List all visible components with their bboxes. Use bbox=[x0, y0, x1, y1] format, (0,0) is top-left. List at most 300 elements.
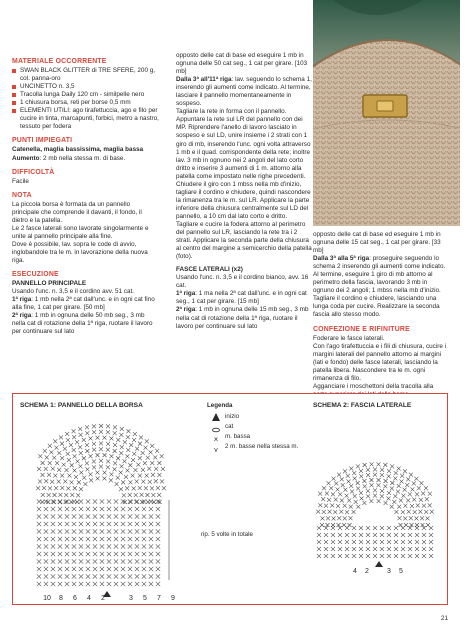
stitch-mark bbox=[412, 481, 416, 485]
stitch-mark bbox=[151, 493, 155, 497]
stitch-mark bbox=[324, 533, 328, 537]
stitch-mark bbox=[149, 582, 153, 586]
stitch-mark bbox=[93, 544, 97, 548]
stitch-mark bbox=[65, 544, 69, 548]
stitch-mark bbox=[149, 574, 153, 578]
stitch-mark bbox=[353, 476, 357, 480]
stitch-mark bbox=[86, 507, 90, 511]
stitch-mark bbox=[126, 435, 130, 439]
stitch-mark bbox=[331, 554, 335, 558]
bag-photo bbox=[313, 0, 460, 226]
stitch-mark bbox=[329, 486, 333, 490]
stitch-mark bbox=[72, 574, 76, 578]
row-number: 3 bbox=[387, 568, 391, 575]
stitch-mark bbox=[44, 529, 48, 533]
stitch-mark bbox=[128, 522, 132, 526]
stitch-mark bbox=[141, 468, 145, 472]
stitch-mark bbox=[408, 533, 412, 537]
stitch-mark bbox=[415, 554, 419, 558]
stitch-mark bbox=[422, 547, 426, 551]
stitch-mark bbox=[119, 487, 123, 491]
stitch-mark bbox=[327, 481, 331, 485]
stitch-mark bbox=[69, 500, 73, 504]
stitch-mark bbox=[132, 486, 136, 490]
stitch-mark bbox=[129, 443, 133, 447]
stitch-mark bbox=[343, 469, 347, 473]
stitch-mark bbox=[54, 446, 58, 450]
row-text: : 1 ma nella 2ª cat dall'unc. e in ogni cat seg., 1 cat per girare. [15 mb] bbox=[176, 290, 307, 306]
stitch-mark bbox=[121, 529, 125, 533]
stitch-mark bbox=[86, 537, 90, 541]
stitch-mark bbox=[85, 461, 89, 465]
stitch-mark bbox=[352, 540, 356, 544]
stitch-mark bbox=[58, 500, 62, 504]
schema2-chart bbox=[309, 416, 445, 581]
stitch-mark bbox=[75, 440, 79, 444]
stitch-mark bbox=[407, 510, 411, 514]
stitch-mark bbox=[347, 498, 351, 502]
single-crochet-icon: × bbox=[213, 435, 219, 444]
stitch-mark bbox=[99, 459, 103, 463]
stitch-mark bbox=[114, 507, 118, 511]
stitch-mark bbox=[413, 510, 417, 514]
stitch-mark bbox=[58, 559, 62, 563]
stitch-mark bbox=[70, 493, 74, 497]
stitch-mark bbox=[107, 514, 111, 518]
stitch-mark bbox=[53, 493, 57, 497]
stitch-mark bbox=[65, 507, 69, 511]
stitch-mark bbox=[156, 559, 160, 563]
stitch-mark bbox=[156, 537, 160, 541]
stitch-mark bbox=[327, 498, 331, 502]
stitch-mark bbox=[135, 574, 139, 578]
instruction-paragraph: Agganciare i moschettoni della tracolla alla bbox=[313, 382, 434, 390]
stitch-mark bbox=[332, 516, 336, 520]
stitch-mark bbox=[156, 529, 160, 533]
stitch-mark bbox=[325, 491, 329, 495]
stitch-mark bbox=[96, 476, 100, 480]
stitch-mark bbox=[63, 479, 67, 483]
stitch-mark bbox=[138, 456, 142, 460]
stitch-mark bbox=[75, 500, 79, 504]
stitch-mark bbox=[401, 547, 405, 551]
stitch-mark bbox=[82, 438, 86, 442]
stitch-mark bbox=[107, 499, 111, 503]
stitch-mark bbox=[114, 529, 118, 533]
stitch-mark bbox=[55, 461, 59, 465]
stitch-mark bbox=[65, 582, 69, 586]
stitch-mark bbox=[106, 465, 110, 469]
stitch-mark bbox=[131, 474, 135, 478]
stitch-mark bbox=[152, 500, 156, 504]
stitch-mark bbox=[359, 554, 363, 558]
stitch-mark bbox=[330, 503, 334, 507]
stitch-mark bbox=[126, 448, 130, 452]
stitch-mark bbox=[422, 554, 426, 558]
stitch-mark bbox=[93, 552, 97, 556]
stitch-mark bbox=[394, 540, 398, 544]
stitch-mark bbox=[150, 461, 154, 465]
stitch-mark bbox=[369, 499, 373, 503]
column-instructions bbox=[176, 52, 313, 331]
stitch-mark bbox=[333, 510, 337, 514]
stitch-mark bbox=[37, 567, 41, 571]
stitch-mark bbox=[123, 459, 127, 463]
stitch-mark bbox=[386, 496, 390, 500]
stitch-mark bbox=[120, 445, 124, 449]
stitch-mark bbox=[343, 504, 347, 508]
stitch-mark bbox=[336, 504, 340, 508]
stitch-mark bbox=[390, 505, 394, 509]
stitch-mark bbox=[114, 552, 118, 556]
schema1-title: SCHEMA 1: PANNELLO DELLA BORSA bbox=[20, 402, 143, 409]
stitch-mark bbox=[86, 574, 90, 578]
stitch-mark bbox=[356, 505, 360, 509]
stitch-mark bbox=[142, 507, 146, 511]
stitch-mark bbox=[72, 507, 76, 511]
stitch-mark bbox=[73, 486, 77, 490]
stitch-mark bbox=[150, 444, 154, 448]
stitch-mark bbox=[149, 514, 153, 518]
stitch-mark bbox=[79, 567, 83, 571]
stitch-mark bbox=[86, 567, 90, 571]
legend-label-increase: 2 m. basse nella stessa m. bbox=[225, 443, 299, 450]
stitch-mark bbox=[93, 514, 97, 518]
stitch-mark bbox=[92, 424, 96, 428]
stitch-mark bbox=[142, 514, 146, 518]
stitch-mark bbox=[156, 486, 160, 490]
stitch-mark bbox=[72, 522, 76, 526]
stitch-mark bbox=[41, 461, 45, 465]
stitch-mark bbox=[359, 491, 363, 495]
stitch-mark bbox=[114, 514, 118, 518]
stitch-mark bbox=[107, 574, 111, 578]
stitch-mark bbox=[89, 436, 93, 440]
stitch-mark bbox=[76, 493, 80, 497]
stitch-mark bbox=[64, 500, 68, 504]
stitch-mark bbox=[60, 442, 64, 446]
stitch-mark bbox=[161, 467, 165, 471]
stitch-mark bbox=[44, 574, 48, 578]
stitch-mark bbox=[422, 504, 426, 508]
stitch-mark bbox=[346, 474, 350, 478]
stitch-mark bbox=[106, 430, 110, 434]
stitch-mark bbox=[412, 498, 416, 502]
stitch-mark bbox=[135, 567, 139, 571]
stitch-mark bbox=[114, 582, 118, 586]
stitch-mark bbox=[82, 456, 86, 460]
stitch-mark bbox=[109, 454, 113, 458]
stitch-mark bbox=[424, 510, 428, 514]
stitch-mark bbox=[113, 443, 117, 447]
stitch-mark bbox=[86, 529, 90, 533]
stitch-mark bbox=[66, 452, 70, 456]
stitch-mark bbox=[373, 488, 377, 492]
instruction-paragraph: opposto delle cat di base ed eseguire 1 mb in ognuna delle 15 cat seg., 1 cat per girare. [33 mb] bbox=[313, 231, 441, 255]
stitch-mark bbox=[113, 431, 117, 435]
stitch-mark bbox=[424, 486, 428, 490]
page-number: 21 bbox=[440, 615, 448, 622]
stitch-mark bbox=[406, 477, 410, 481]
stitch-mark bbox=[51, 507, 55, 511]
stitch-mark bbox=[128, 567, 132, 571]
repeat-note: rip. 5 volte in totale bbox=[201, 531, 253, 538]
stitch-mark bbox=[401, 533, 405, 537]
stitch-mark bbox=[363, 463, 367, 467]
row-number: 7 bbox=[157, 595, 161, 601]
stitch-mark bbox=[380, 540, 384, 544]
stitch-mark bbox=[134, 493, 138, 497]
materials-heading: MATERIALE OCCORRENTE bbox=[12, 58, 107, 65]
stitch-mark bbox=[93, 529, 97, 533]
stitch-mark bbox=[316, 510, 320, 514]
stitch-mark bbox=[373, 533, 377, 537]
stitch-mark bbox=[160, 479, 164, 483]
stitch-mark bbox=[36, 486, 40, 490]
stitch-mark bbox=[65, 522, 69, 526]
stitch-mark bbox=[99, 424, 103, 428]
stitch-mark bbox=[65, 514, 69, 518]
stitch-mark bbox=[408, 540, 412, 544]
stitch-mark bbox=[119, 451, 123, 455]
stitch-mark bbox=[60, 456, 64, 460]
stitch-mark bbox=[380, 533, 384, 537]
stitch-mark bbox=[44, 559, 48, 563]
stitch-mark bbox=[322, 486, 326, 490]
stitch-mark bbox=[121, 559, 125, 563]
stitch-mark bbox=[79, 529, 83, 533]
row-label: 1ª riga bbox=[176, 290, 196, 298]
stitch-mark bbox=[99, 447, 103, 451]
stitch-mark bbox=[149, 522, 153, 526]
stitch-mark bbox=[85, 449, 89, 453]
stitch-mark bbox=[128, 537, 132, 541]
stitch-mark bbox=[415, 547, 419, 551]
stitches-heading: PUNTI IMPIEGATI bbox=[12, 137, 73, 145]
stitch-mark bbox=[318, 492, 322, 496]
stitch-mark bbox=[339, 510, 343, 514]
stitch-mark bbox=[390, 464, 394, 468]
stitch-mark bbox=[380, 468, 384, 472]
stitch-mark bbox=[100, 529, 104, 533]
stitch-mark bbox=[149, 559, 153, 563]
instruction-paragraph: Con l'ago tirafettuccia e i fili di chiusura, cucire i margini laterali del pannello attorno ai margini (lati e fondo) delle fasce laterali, lasciando la patella libera. Nascondere tra le m. ogni rimanenza di filo. bbox=[313, 342, 447, 382]
stitch-mark bbox=[156, 544, 160, 548]
stitch-mark bbox=[149, 544, 153, 548]
stitch-mark bbox=[410, 504, 414, 508]
stitch-mark bbox=[123, 440, 127, 444]
stitch-mark bbox=[340, 498, 344, 502]
stitch-mark bbox=[334, 481, 338, 485]
stitch-mark bbox=[394, 510, 398, 514]
stitch-mark bbox=[89, 472, 93, 476]
stitch-mark bbox=[103, 471, 107, 475]
stitch-mark bbox=[37, 559, 41, 563]
stitch-mark bbox=[345, 494, 349, 498]
stitch-mark bbox=[426, 516, 430, 520]
row-number: 3 bbox=[129, 595, 133, 601]
stitch-mark bbox=[324, 540, 328, 544]
stitch-mark bbox=[114, 559, 118, 563]
stitch-mark bbox=[44, 552, 48, 556]
stitch-mark bbox=[119, 433, 123, 437]
side-panels-subheading: FASCE LATERALI (x2) bbox=[176, 266, 243, 274]
stitch-mark bbox=[51, 574, 55, 578]
stitch-mark bbox=[400, 479, 404, 483]
stitch-mark bbox=[100, 559, 104, 563]
stitch-mark bbox=[145, 493, 149, 497]
stitch-mark bbox=[366, 526, 370, 530]
stitch-mark bbox=[336, 487, 340, 491]
stitch-mark bbox=[394, 471, 398, 475]
stitch-mark bbox=[125, 468, 129, 472]
stitch-mark bbox=[45, 455, 49, 459]
stitch-mark bbox=[93, 499, 97, 503]
stitch-mark bbox=[408, 547, 412, 551]
stitch-mark bbox=[338, 547, 342, 551]
stitch-mark bbox=[128, 582, 132, 586]
stitch-mark bbox=[72, 544, 76, 548]
material-item: ELEMENTI UTILI: ago tirafettuccia, ago e filo per cucire in tinta, marcapunti, forbici, metro a nastro, tessuto per fodera bbox=[12, 107, 159, 131]
material-item: Tracolla lunga Daily 120 cm - similpelle nero bbox=[12, 91, 159, 99]
stitch-mark bbox=[41, 493, 45, 497]
stitch-mark bbox=[85, 443, 89, 447]
stitch-mark bbox=[86, 522, 90, 526]
stitch-mark bbox=[86, 559, 90, 563]
stitch-mark bbox=[356, 464, 360, 468]
stitch-mark bbox=[51, 467, 55, 471]
stitch-mark bbox=[86, 499, 90, 503]
stitch-mark bbox=[107, 544, 111, 548]
stitch-mark bbox=[425, 497, 429, 501]
stitch-mark bbox=[50, 480, 54, 484]
stitch-mark bbox=[400, 474, 404, 478]
stitch-mark bbox=[153, 455, 157, 459]
stitch-mark bbox=[394, 554, 398, 558]
stitch-mark bbox=[64, 493, 68, 497]
start-marker bbox=[375, 561, 383, 567]
stitch-mark bbox=[79, 559, 83, 563]
difficulty-heading: DIFFICOLTÀ bbox=[12, 168, 55, 176]
stitch-mark bbox=[70, 463, 74, 467]
stitch-mark bbox=[156, 507, 160, 511]
stitch-mark bbox=[86, 582, 90, 586]
stitches-text: Catenella, maglia bassissima, maglia bassa bbox=[12, 146, 144, 154]
stitch-mark bbox=[135, 537, 139, 541]
stitch-mark bbox=[51, 537, 55, 541]
stitch-mark bbox=[107, 567, 111, 571]
stitch-mark bbox=[77, 480, 81, 484]
finishing-heading: CONFEZIONE E RIFINITURE bbox=[313, 325, 410, 333]
row-number: 5 bbox=[143, 595, 147, 601]
stitch-mark bbox=[324, 504, 328, 508]
stitch-mark bbox=[331, 533, 335, 537]
stitch-mark bbox=[37, 529, 41, 533]
stitch-mark bbox=[86, 544, 90, 548]
stitch-mark bbox=[380, 473, 384, 477]
stitch-mark bbox=[124, 475, 128, 479]
stitch-mark bbox=[113, 461, 117, 465]
stitch-mark bbox=[149, 567, 153, 571]
stitch-mark bbox=[384, 479, 388, 483]
stitch-mark bbox=[58, 567, 62, 571]
stitch-mark bbox=[119, 471, 123, 475]
stitch-mark bbox=[144, 486, 148, 490]
stitch-mark bbox=[73, 468, 77, 472]
difficulty-value: Facile bbox=[12, 177, 29, 185]
stitch-mark bbox=[422, 533, 426, 537]
stitch-mark bbox=[145, 474, 149, 478]
stitch-mark bbox=[107, 552, 111, 556]
stitch-mark bbox=[51, 552, 55, 556]
stitch-mark bbox=[135, 544, 139, 548]
stitch-mark bbox=[122, 493, 126, 497]
stitch-mark bbox=[52, 456, 56, 460]
stitch-mark bbox=[79, 471, 83, 475]
stitch-mark bbox=[347, 479, 351, 483]
stitch-mark bbox=[142, 567, 146, 571]
stitch-mark bbox=[106, 424, 110, 428]
stitch-mark bbox=[37, 582, 41, 586]
stitch-mark bbox=[53, 474, 57, 478]
stitch-mark bbox=[121, 574, 125, 578]
stitch-mark bbox=[143, 461, 147, 465]
stitch-mark bbox=[403, 488, 407, 492]
stitch-mark bbox=[135, 522, 139, 526]
stitch-mark bbox=[72, 559, 76, 563]
stitch-mark bbox=[403, 516, 407, 520]
stitch-mark bbox=[393, 494, 397, 498]
stitch-mark bbox=[125, 486, 129, 490]
stitch-mark bbox=[349, 484, 353, 488]
stitch-mark bbox=[58, 522, 62, 526]
material-item: SWAN BLACK GLITTER di TRE SFERE, 200 g, col. panna-oro bbox=[12, 67, 159, 83]
instruction-paragraph: Tagliare e cucire la fodera attorno al perimetro del pannello sul LR, lasciando la rete tra i 2 strati. Applicare la seconda parte della chiusura al centro del margine a semicerchio della patella (foto). bbox=[176, 220, 312, 261]
stitch-mark bbox=[350, 490, 354, 494]
instruction-paragraph: Tagliare la rete in forma con il pannello. Appuntare la rete sul LR del pannello con dei MP. Riprendere l'anello di lavoro lasciato in sospeso e sul LD, unire insieme i 2 strati con 1 giro di mb, inserendo l'unc. ogni volta attraverso 1 mb e il quad. corrispondente della rete; inoltre lav. 3 mb in ognuno nei 2 angoli del lato corto dritto e inserire 3 aumenti di 1 m. attorno alla patella come impostato nelle righe precedenti. bbox=[176, 108, 311, 180]
stitch-mark bbox=[384, 501, 388, 505]
stitch-mark bbox=[133, 468, 137, 472]
stitch-mark bbox=[79, 544, 83, 548]
stitch-mark bbox=[62, 463, 66, 467]
stitch-mark bbox=[155, 449, 159, 453]
stitch-mark bbox=[85, 467, 89, 471]
stitch-mark bbox=[44, 537, 48, 541]
stitch-mark bbox=[58, 544, 62, 548]
stitch-mark bbox=[345, 533, 349, 537]
stitch-mark bbox=[57, 468, 61, 472]
stitch-mark bbox=[83, 482, 87, 486]
stitch-mark bbox=[356, 486, 360, 490]
stitch-mark bbox=[58, 507, 62, 511]
stitch-mark bbox=[109, 472, 113, 476]
stitch-mark bbox=[85, 425, 89, 429]
stitch-mark bbox=[373, 494, 377, 498]
stitch-mark bbox=[353, 494, 357, 498]
stitch-mark bbox=[144, 446, 148, 450]
stitch-mark bbox=[57, 480, 61, 484]
stitch-mark bbox=[126, 429, 130, 433]
stitch-mark bbox=[141, 480, 145, 484]
stitch-mark bbox=[135, 552, 139, 556]
stitch-mark bbox=[121, 480, 125, 484]
note-paragraph: Dove è possibile, lav. sopra le code di avvio, inglobandole tra le m. in lavorazione della nuova riga. bbox=[12, 240, 148, 265]
stitch-mark bbox=[128, 463, 132, 467]
stitch-mark bbox=[360, 496, 364, 500]
stitch-mark bbox=[380, 547, 384, 551]
stitch-mark bbox=[135, 529, 139, 533]
stitch-mark bbox=[387, 474, 391, 478]
